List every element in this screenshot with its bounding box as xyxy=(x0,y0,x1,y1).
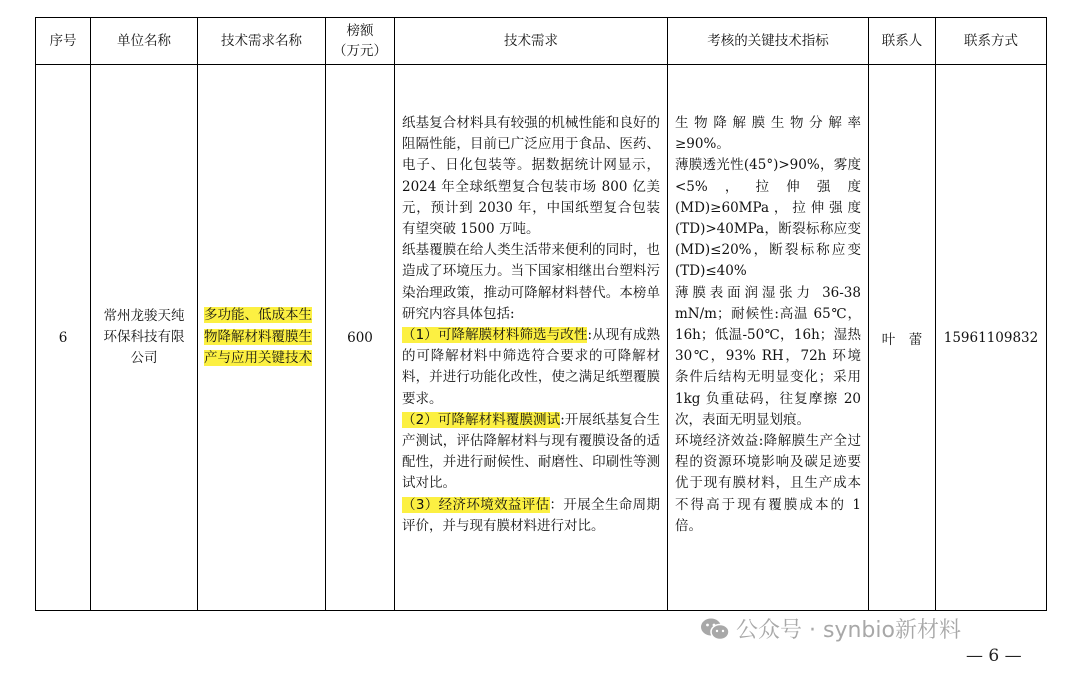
requirement-item-3 xyxy=(402,495,660,537)
requirement-item-2-text: :开展纸基复合生产测试，评估降解材料与现有覆膜设备的适配性，并进行耐候性、耐磨性、印刷性等测试对比。 xyxy=(402,411,660,492)
header-contact: 联系人 xyxy=(869,18,936,65)
row-requirement xyxy=(395,65,668,611)
header-indicators: 考核的关键技术指标 xyxy=(668,18,869,65)
requirement-item-3-text: ：开展全生命周期评价，并与现有膜材料进行对比。 xyxy=(402,496,661,534)
indicator-3: 薄膜表面润湿张力 36-38 mN/m；耐候性:高温 65℃，16h；低温-50℃，16h；湿热 30℃，93% RH，72h 环境条件后结构无明显变化；采用 1kg 负重砝码，往复摩擦 20 次，表面无明显划痕。 xyxy=(675,284,861,428)
requirement-item-1 xyxy=(402,325,660,410)
header-phone: 联系方式 xyxy=(936,18,1047,65)
header-no: 序号 xyxy=(36,18,91,65)
row-contact: 叶 蕾 xyxy=(869,65,936,611)
watermark xyxy=(700,613,961,644)
header-topic: 技术需求名称 xyxy=(198,18,326,65)
requirement-item-3-title: （3）经济环境效益评估 xyxy=(402,496,550,513)
requirement-item-2-title: （2）可降解材料覆膜测试 xyxy=(402,411,561,428)
requirement-item-2 xyxy=(402,410,660,495)
indicator-2: 薄膜透光性(45°)>90%，雾度<5%，拉伸强度(MD)≥60MPa，拉伸强度(TD)>40MPa，断裂标称应变(MD)≤20%，断裂标称应变(TD)≤40% xyxy=(675,157,861,280)
requirement-intro-2: 纸基覆膜在给人类生活带来便利的同时，也造成了环境压力。当下国家相继出台塑料污染治理政策，推动可降解材料替代。本榜单研究内容具体包括: xyxy=(402,242,660,322)
table-row xyxy=(36,65,1047,611)
row-no: 6 xyxy=(36,65,91,611)
header-amount-line1: 榜额 xyxy=(346,23,374,39)
requirement-item-1-text: :从现有成熟的可降解材料中筛选符合要求的可降解材料，并进行功能化改性，使之满足纸塑覆膜要求。 xyxy=(402,327,660,407)
indicator-1: 生物降解膜生物分解率≥90%。 xyxy=(675,115,861,153)
header-requirement: 技术需求 xyxy=(395,18,668,65)
requirement-intro-1: 纸基复合材料具有较强的机械性能和良好的阻隔性能，目前已广泛应用于食品、医药、电子、日化包装等。据数据统计网显示，2024 年全球纸塑复合包装市场 800 亿美元，预计到 2030 年，中国纸塑复合包装有望突破 1500 万吨。 xyxy=(402,115,660,238)
table-header-row xyxy=(36,18,1047,65)
row-indicators xyxy=(668,65,869,611)
row-topic xyxy=(198,65,326,611)
row-phone: 15961109832 xyxy=(936,65,1047,611)
page-number: — 6 — xyxy=(966,646,1022,666)
requirements-table xyxy=(35,17,1047,611)
watermark-text: 公众号 · synbio新材料 xyxy=(736,618,961,643)
wechat-icon xyxy=(700,617,730,641)
indicator-4: 环境经济效益:降解膜生产全过程的资源环境影响及碳足迹要优于现有膜材料，且生产成本不得高于现有覆膜成本的 1 倍。 xyxy=(675,433,861,534)
header-unit: 单位名称 xyxy=(91,18,198,65)
header-amount xyxy=(326,18,395,65)
row-amount: 600 xyxy=(326,65,395,611)
row-topic-text: 多功能、低成本生物降解材料覆膜生产与应用关键技术 xyxy=(204,307,312,367)
header-amount-line2: （万元） xyxy=(333,43,387,59)
requirement-item-1-title: （1）可降解膜材料筛选与改性 xyxy=(402,327,588,344)
row-unit: 常州龙骏天纯环保科技有限公司 xyxy=(91,65,198,611)
